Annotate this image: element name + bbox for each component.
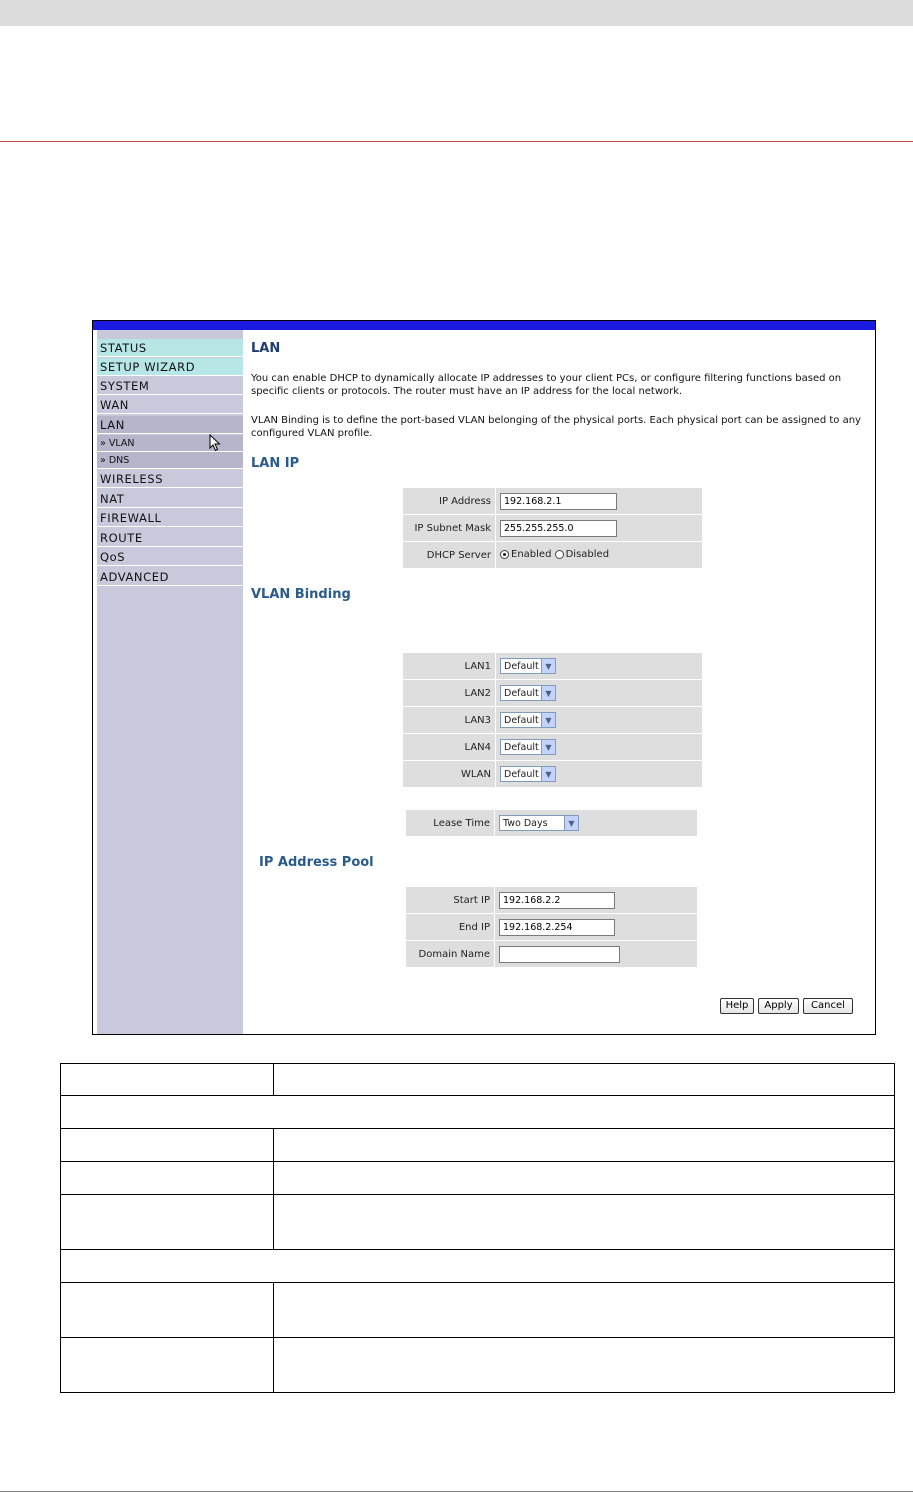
end-ip-cell xyxy=(495,914,698,941)
ip-address-label: IP Address xyxy=(403,488,496,515)
doc-table-cell xyxy=(61,1338,274,1393)
sidebar-item-route[interactable]: ROUTE xyxy=(97,529,243,547)
sidebar-item-status[interactable]: STATUS xyxy=(97,339,243,357)
chevron-down-icon: ▼ xyxy=(541,686,555,700)
dhcp-disabled-radio[interactable] xyxy=(555,549,609,560)
doc-table-cell xyxy=(274,1129,895,1162)
apply-button[interactable]: Apply xyxy=(758,998,799,1014)
vlan-lan4-select[interactable] xyxy=(500,739,556,755)
doc-table-section-row xyxy=(61,1250,895,1283)
lan-ip-table xyxy=(402,487,703,569)
chevron-down-icon: ▼ xyxy=(564,816,578,830)
end-ip-input[interactable] xyxy=(499,919,615,936)
doc-table-cell xyxy=(274,1162,895,1195)
vlan-lan1-select[interactable] xyxy=(500,658,556,674)
vlan-lan2-label: LAN2 xyxy=(403,680,496,707)
lease-time-table xyxy=(405,809,698,837)
doc-table-cell xyxy=(61,1195,274,1250)
ip-address-cell xyxy=(496,488,703,515)
subnet-mask-label: IP Subnet Mask xyxy=(403,515,496,542)
doc-table-cell xyxy=(61,1162,274,1195)
vlan-lan1-label: LAN1 xyxy=(403,653,496,680)
header-divider xyxy=(0,141,913,142)
lease-time-select[interactable] xyxy=(499,815,579,831)
doc-table-cell xyxy=(274,1338,895,1393)
doc-table-cell xyxy=(61,1283,274,1338)
sidebar-item-firewall[interactable]: FIREWALL xyxy=(97,509,243,527)
lease-time-label: Lease Time xyxy=(406,810,495,837)
vlan-lan3-value: Default xyxy=(504,714,539,726)
sidebar xyxy=(97,330,243,1035)
sidebar-item-system[interactable]: SYSTEM xyxy=(97,377,243,395)
start-ip-cell xyxy=(495,887,698,914)
vlan-lan2-cell xyxy=(496,680,703,707)
domain-name-cell xyxy=(495,941,698,968)
doc-table-cell xyxy=(274,1064,895,1096)
sidebar-subitem-vlan[interactable]: » VLAN xyxy=(97,435,243,452)
vlan-lan3-cell xyxy=(496,707,703,734)
chevron-down-icon: ▼ xyxy=(541,740,555,754)
vlan-lan2-value: Default xyxy=(504,687,539,699)
lan-ip-heading: LAN IP xyxy=(251,456,300,471)
vlan-lan4-value: Default xyxy=(504,741,539,753)
subnet-mask-cell xyxy=(496,515,703,542)
start-ip-input[interactable] xyxy=(499,892,615,909)
cancel-button[interactable]: Cancel xyxy=(803,998,853,1014)
page-header-bar xyxy=(0,0,913,26)
subnet-mask-input[interactable] xyxy=(500,520,617,537)
vlan-wlan-cell xyxy=(496,761,703,788)
vlan-wlan-label: WLAN xyxy=(403,761,496,788)
ip-address-pool-heading: IP Address Pool xyxy=(259,855,374,870)
vlan-lan4-label: LAN4 xyxy=(403,734,496,761)
intro-paragraph: You can enable DHCP to dynamically allocate IP addresses to your client PCs, or configure filtering functions based on specific clients or protocols. The router must have an IP address for the local network. xyxy=(251,373,842,397)
ip-pool-table xyxy=(405,886,698,968)
vlan-lan4-cell xyxy=(496,734,703,761)
domain-name-label: Domain Name xyxy=(406,941,495,968)
chevron-down-icon: ▼ xyxy=(541,767,555,781)
vlan-binding-table xyxy=(402,652,703,788)
description-table xyxy=(60,1063,895,1393)
vlan-intro-paragraph: VLAN Binding is to define the port-based VLAN belonging of the physical ports. Each physical port can be assigned to any configured VLAN profile. xyxy=(251,415,861,439)
doc-table-cell xyxy=(274,1283,895,1338)
sidebar-item-setup-wizard[interactable]: SETUP WIZARD xyxy=(97,358,243,376)
chevron-down-icon: ▼ xyxy=(541,713,555,727)
end-ip-label: End IP xyxy=(406,914,495,941)
vlan-lan3-select[interactable] xyxy=(500,712,556,728)
doc-table-section-row xyxy=(61,1096,895,1129)
lease-time-value: Two Days xyxy=(503,817,548,829)
dhcp-disabled-label: Disabled xyxy=(565,548,610,560)
vlan-binding-heading: VLAN Binding xyxy=(251,587,351,602)
mouse-cursor-icon xyxy=(209,434,221,452)
help-button[interactable]: Help xyxy=(720,998,754,1014)
radio-checked-icon xyxy=(500,550,509,559)
sidebar-item-nat[interactable]: NAT xyxy=(97,490,243,508)
doc-table-cell xyxy=(61,1129,274,1162)
lease-time-cell xyxy=(495,810,698,837)
vlan-lan1-value: Default xyxy=(504,660,539,672)
chevron-down-icon: ▼ xyxy=(541,659,555,673)
window-top-bar xyxy=(93,321,875,330)
router-screenshot xyxy=(92,320,876,1035)
sidebar-spacer xyxy=(97,330,243,339)
sidebar-item-wan[interactable]: WAN xyxy=(97,396,243,414)
start-ip-label: Start IP xyxy=(406,887,495,914)
ip-address-input[interactable] xyxy=(500,493,617,510)
dhcp-enabled-label: Enabled xyxy=(511,548,552,560)
vlan-wlan-value: Default xyxy=(504,768,539,780)
sidebar-item-advanced[interactable]: ADVANCED xyxy=(97,568,243,586)
dhcp-server-cell xyxy=(496,542,703,569)
sidebar-item-wireless[interactable]: WIRELESS xyxy=(97,470,243,488)
vlan-lan2-select[interactable] xyxy=(500,685,556,701)
doc-table-cell xyxy=(274,1195,895,1250)
footer-divider xyxy=(0,1491,913,1492)
sidebar-item-lan[interactable]: LAN xyxy=(97,416,243,434)
doc-table-cell xyxy=(61,1064,274,1096)
radio-unchecked-icon xyxy=(555,550,564,559)
domain-name-input[interactable] xyxy=(499,946,620,963)
page-title: LAN xyxy=(251,341,281,356)
dhcp-enabled-radio[interactable] xyxy=(500,549,551,560)
sidebar-item-qos[interactable]: QoS xyxy=(97,548,243,566)
vlan-lan3-label: LAN3 xyxy=(403,707,496,734)
vlan-lan1-cell xyxy=(496,653,703,680)
sidebar-subitem-dns[interactable]: » DNS xyxy=(97,452,243,469)
dhcp-server-label: DHCP Server xyxy=(403,542,496,569)
vlan-wlan-select[interactable] xyxy=(500,766,556,782)
